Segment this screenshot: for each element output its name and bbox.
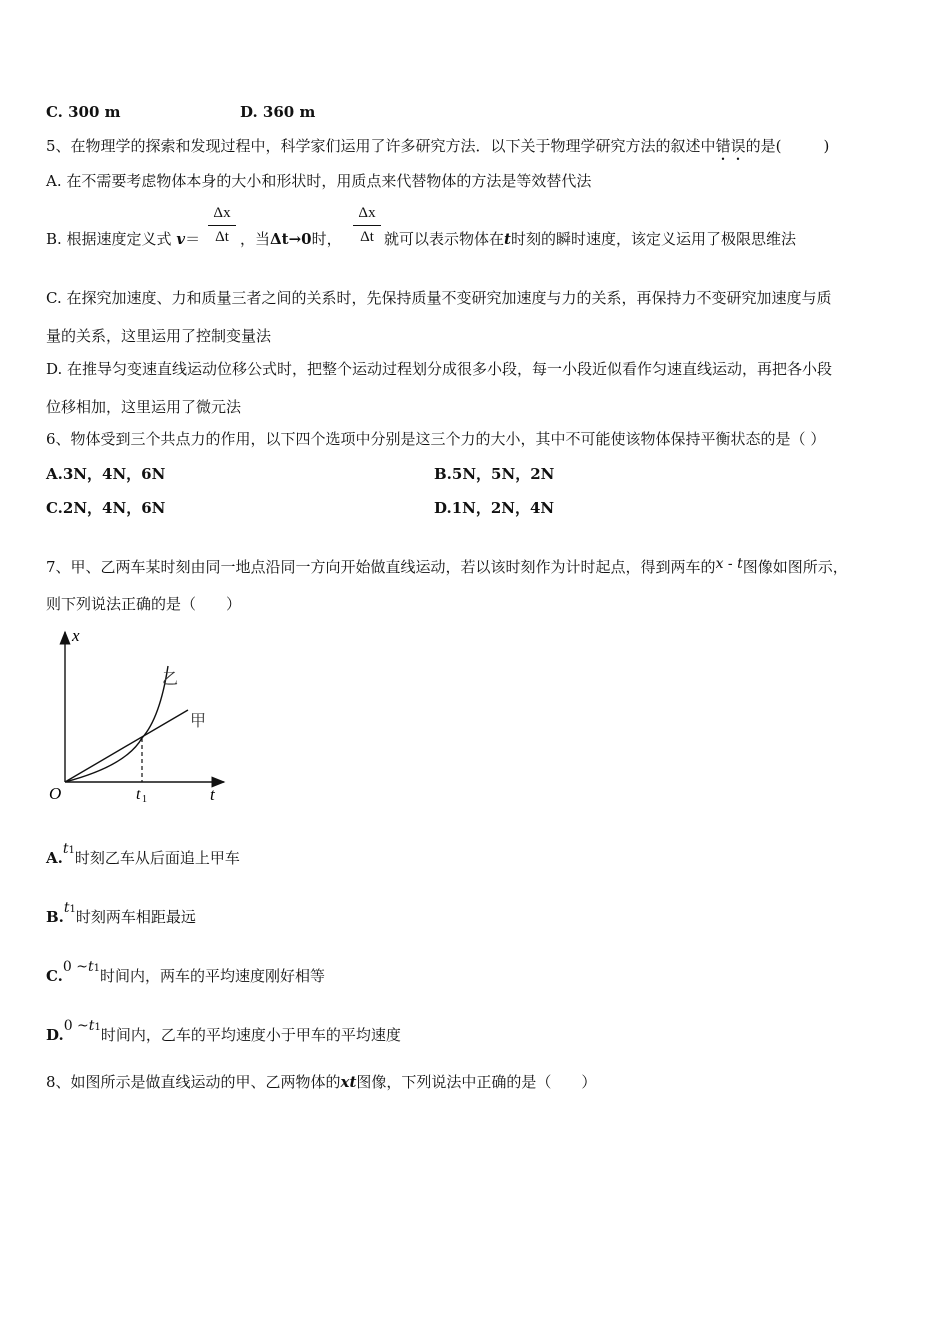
option-text: 时间内，两车的平均速度刚好相等 — [100, 967, 326, 985]
option-label: D. — [46, 1026, 64, 1044]
q5-option-d-line1: D. 在推导匀变速直线运动位移公式时，把整个运动过程划分成很多小段，每一小段近似看作匀速直线运动，再把各小段 — [46, 360, 833, 378]
fraction-numerator: Δx — [358, 205, 376, 221]
y-axis-label: x — [72, 626, 80, 645]
origin-label: O — [49, 784, 62, 803]
q5-option-b-prefix — [46, 229, 200, 249]
q8-stem-post: 图像，下列说法中正确的是（ ） — [356, 1073, 597, 1091]
t1-symbol: t — [63, 900, 70, 916]
t1-symbol: t — [88, 959, 94, 975]
q7-option-a — [46, 838, 240, 868]
q7-stem-post: 图像如图所示， — [742, 558, 848, 576]
q6-option-c: C.2N，4N，6N — [46, 499, 166, 517]
q6-option-a: A.3N，4N，6N — [46, 465, 166, 483]
q7-stem-pre: 7、甲、乙两车某时刻由同一地点沿同一方向开始做直线运动，若以该时刻作为计时起点，得到两车的 — [46, 558, 716, 576]
q8-stem-xt: xt — [340, 1073, 357, 1091]
q5-stem-pre: 5、在物理学的探索和发现过程中，科学家们运用了许多研究方法．以下关于物理学研究方法的叙述中 — [46, 137, 716, 155]
q5-option-b-end — [384, 229, 796, 249]
fraction-denominator: Δt — [215, 229, 229, 245]
q5-option-b-mid — [240, 229, 342, 249]
q5-fraction-1 — [208, 205, 236, 246]
q5-option-c-line1: C. 在探究加速度、力和质量三者之间的关系时，先保持质量不变研究加速度与力的关系，再保持力不变研究加速度与质 — [46, 289, 832, 307]
q8-stem-pre: 8、如图所示是做直线运动的甲、乙两物体的 — [46, 1073, 341, 1091]
q8-stem — [46, 1072, 596, 1092]
x-axis-label: t — [210, 785, 215, 804]
xt-graph — [42, 626, 232, 808]
q5-option-a: A. 在不需要考虑物体本身的大小和形状时，用质点来代替物体的方法是等效替代法 — [46, 172, 592, 190]
option-label: B. — [46, 908, 64, 926]
option-d: D. 360 m — [240, 103, 316, 121]
q5-stem — [46, 136, 829, 164]
q7-option-d — [46, 1015, 401, 1045]
option-label: C. — [46, 967, 63, 985]
q6-stem: 6、物体受到三个共点力的作用，以下四个选项中分别是这三个力的大小，其中不可能使该物体保持平衡状态的是（ ） — [46, 430, 826, 448]
q7-option-c — [46, 956, 325, 986]
fraction-numerator: Δx — [213, 205, 231, 221]
q5-b-v: v — [176, 230, 186, 248]
zero-tilde: 0 ~ — [62, 959, 88, 975]
q5-stem-post: 的是( — [745, 137, 782, 155]
fraction-bar — [208, 225, 236, 226]
t1-subscript: 1 — [142, 794, 147, 805]
q5-b-prefix: B. 根据速度定义式 — [46, 230, 172, 248]
t1-symbol: t — [88, 1018, 95, 1034]
q5-b-end: 时刻的瞬时速度，该定义运用了极限思维法 — [510, 230, 796, 248]
t1-symbol: t — [62, 841, 69, 857]
option-label: A. — [46, 849, 63, 867]
option-text: 时刻两车相距最远 — [75, 908, 196, 926]
q5-b-eq: ＝ — [185, 230, 201, 248]
fraction-denominator: Δt — [360, 229, 374, 245]
option-text: 时刻乙车从后面追上甲车 — [74, 849, 240, 867]
q6-option-d: D.1N，2N，4N — [434, 499, 555, 517]
option-text: 时间内，乙车的平均速度小于甲车的平均速度 — [100, 1026, 401, 1044]
q5-b-mid2: 时， — [311, 230, 342, 248]
q5-b-t: t — [504, 230, 511, 248]
q7-option-b — [46, 897, 196, 927]
line-label-jia: 甲 — [190, 713, 207, 730]
t1-subscript: 1 — [93, 963, 101, 974]
q5-b-mid1: ，当 — [240, 230, 271, 248]
t1-subscript: 1 — [69, 904, 76, 915]
fraction-bar — [353, 225, 381, 226]
curve-yi — [65, 666, 168, 782]
q5-option-d-line2: 位移相加，这里运用了微元法 — [46, 398, 242, 416]
q5-stem-end: ) — [823, 137, 830, 155]
t1-subscript: 1 — [68, 845, 75, 856]
t1-subscript: 1 — [94, 1022, 101, 1033]
q6-option-b: B.5N，5N，2N — [434, 465, 555, 483]
t1-label: t — [136, 786, 141, 803]
q7-stem-line2: 则下列说法正确的是（ ） — [46, 595, 242, 613]
q7-stem-line1 — [46, 557, 848, 578]
q5-b-dt: Δt→0 — [270, 230, 312, 248]
line-jia — [65, 710, 188, 782]
option-c: C. 300 m — [46, 103, 121, 121]
q5-stem-emphasis: 错误 — [715, 137, 746, 155]
zero-tilde: 0 ~ — [63, 1018, 89, 1034]
q5-b-mid3: 就可以表示物体在 — [384, 230, 505, 248]
q7-stem-xt: x - t — [715, 556, 743, 572]
q5-fraction-2 — [353, 205, 381, 246]
curve-label-yi: 乙 — [162, 671, 179, 688]
q5-option-c-line2: 量的关系，这里运用了控制变量法 — [46, 327, 272, 345]
